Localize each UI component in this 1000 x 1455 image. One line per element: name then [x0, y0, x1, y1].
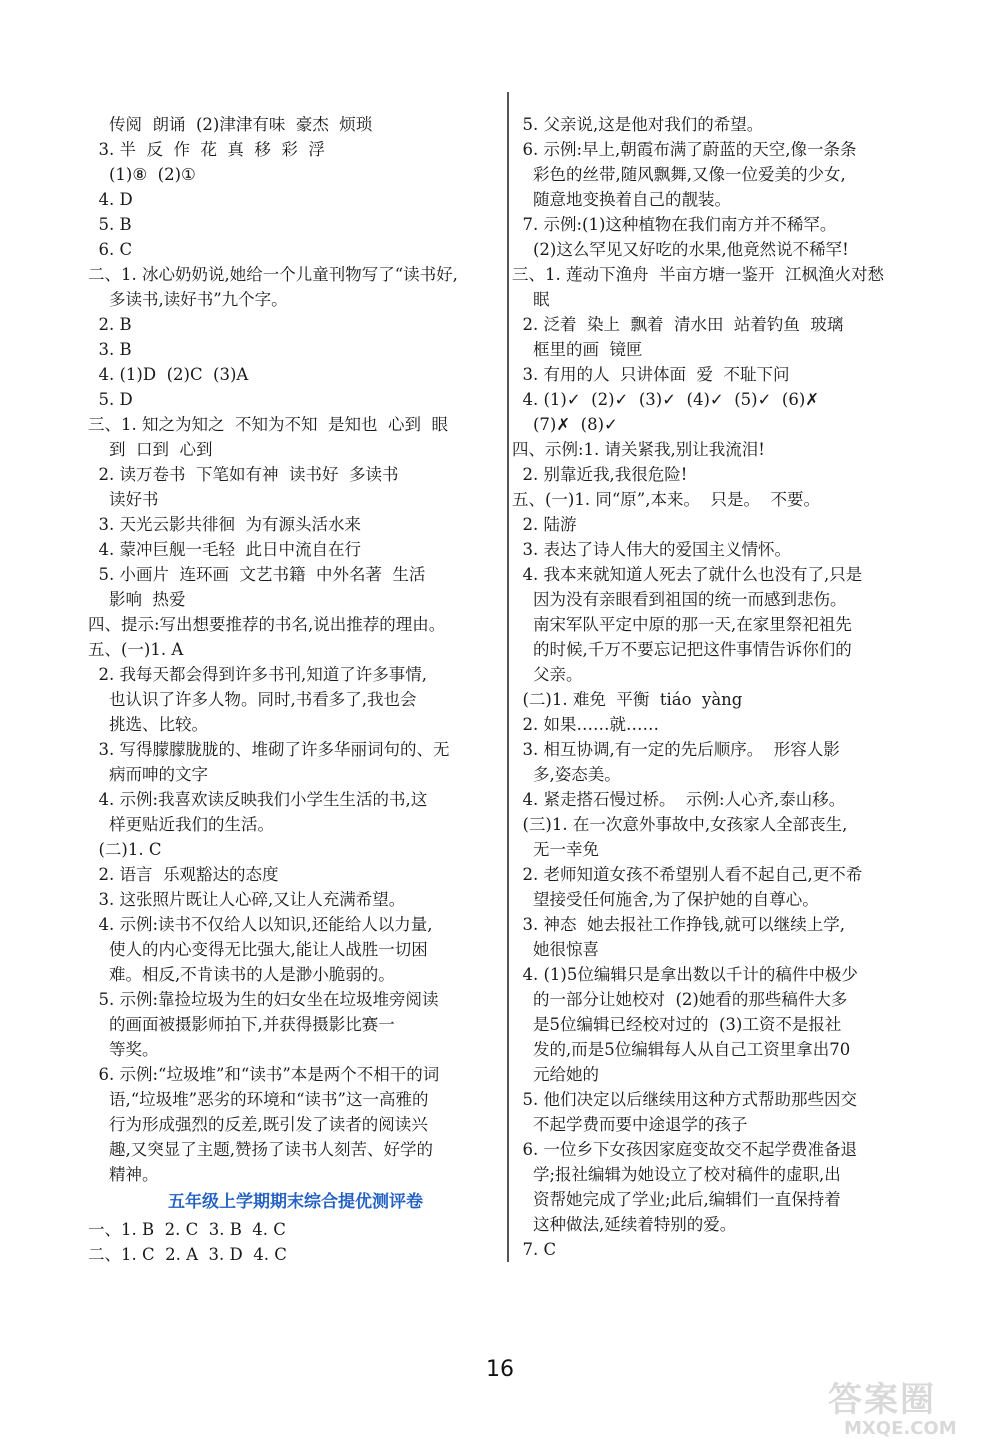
answer-line: 难。相反,不肯读书的人是渺小脆弱的。 [88, 965, 395, 984]
answer-line: 5. 小画片 连环画 文艺书籍 中外名著 生活 [88, 565, 426, 584]
watermark-url: MXQE.COM [844, 1418, 957, 1439]
answer-line: 不起学费而要中途退学的孩子 [512, 1115, 748, 1134]
answer-line: 6. 示例:早上,朝霞布满了蔚蓝的天空,像一条条 [512, 140, 857, 159]
answer-line: 7. C [512, 1240, 557, 1259]
answer-line: 样更贴近我们的生活。 [88, 815, 274, 834]
answer-line: 框里的画 镜匣 [512, 340, 643, 359]
answer-line: 4. 示例:读书不仅给人以知识,还能给人以力量, [88, 915, 433, 934]
answer-line: 3. 半 反 作 花 真 移 彩 浮 [88, 140, 325, 159]
answer-line: 4. (1)D (2)C (3)A [88, 365, 249, 384]
answer-line: 4. (1)5位编辑只是拿出数以千计的稿件中极少 [512, 965, 858, 984]
answer-line: 4. D [88, 190, 133, 209]
answer-line: 三、1. 知之为知之 不知为不知 是知也 心到 眼 [88, 415, 448, 434]
answer-line: 的一部分让她校对 (2)她看的那些稿件大多 [512, 990, 848, 1009]
answer-line: 3. 这张照片既让人心碎,又让人充满希望。 [88, 890, 406, 909]
answer-line: 是5位编辑已经校对过的 (3)工资不是报社 [512, 1015, 842, 1034]
answer-line: 精神。 [88, 1165, 159, 1184]
answer-line: 6. C [88, 240, 133, 259]
answer-line: 望接受任何施舍,为了保护她的自尊心。 [512, 890, 819, 909]
answer-line: 3. 表达了诗人伟大的爱国主义情怀。 [512, 540, 791, 559]
answer-line: 这种做法,延续着特别的爱。 [512, 1215, 737, 1234]
answer-line: 使人的内心变得无比强大,能让人战胜一切困 [88, 940, 428, 959]
answer-line: 行为形成强烈的反差,既引发了读者的阅读兴 [88, 1115, 428, 1134]
left-column [88, 112, 503, 1267]
answer-line: 三、1. 莲动下渔舟 半亩方塘一鉴开 江枫渔火对愁 [512, 265, 884, 284]
answer-line: 无一幸免 [512, 840, 599, 859]
answer-line: 因为没有亲眼看到祖国的统一而感到悲伤。 [512, 590, 847, 609]
answer-line: 彩色的丝带,随风飘舞,又像一位爱美的少女, [512, 165, 846, 184]
answer-line: 传阅 朗诵 (2)津津有味 豪杰 烦琐 [88, 115, 373, 134]
answer-line: 二、1. 冰心奶奶说,她给一个儿童刊物写了“读书好, [88, 265, 458, 284]
answer-line: 发的,而是5位编辑每人从自己工资里拿出70 [512, 1040, 851, 1059]
answer-line: 4. 我本来就知道人死去了就什么也没有了,只是 [512, 565, 863, 584]
answer-line: 南宋军队平定中原的那一天,在家里祭祀祖先 [512, 615, 852, 634]
answer-line: 2. 泛着 染上 飘着 清水田 站着钓鱼 玻璃 [512, 315, 844, 334]
answer-line: (二)1. 难免 平衡 tiáo yàng [512, 690, 743, 709]
answer-line: 5. D [88, 390, 133, 409]
answer-line: 二、1. C 2. A 3. D 4. C [88, 1245, 287, 1264]
answer-line: 病而呻的文字 [88, 765, 208, 784]
answer-line: 4. 蒙冲巨舰一毛轻 此日中流自在行 [88, 540, 361, 559]
answer-line: 影响 热爱 [88, 590, 186, 609]
page-number: 16 [486, 1357, 514, 1382]
answer-line: 元给她的 [512, 1065, 599, 1084]
answer-line: 4. 示例:我喜欢读反映我们小学生生活的书,这 [88, 790, 428, 809]
answer-line: 3. 相互协调,有一定的先后顺序。 形容人影 [512, 740, 840, 759]
answer-line: 2. 老师知道女孩不希望别人看不起自己,更不希 [512, 865, 863, 884]
answer-line: 3. 神态 她去报社工作挣钱,就可以继续上学, [512, 915, 845, 934]
right-column [512, 112, 924, 1262]
answer-line: 3. 天光云影共徘徊 为有源头活水来 [88, 515, 361, 534]
answer-line: 7. 示例:(1)这种植物在我们南方并不稀罕。 [512, 215, 837, 234]
answer-line: 挑选、比较。 [88, 715, 208, 734]
answer-line: 3. B [88, 340, 132, 359]
answer-line: 趣,又突显了主题,赞扬了读书人刻苦、好学的 [88, 1140, 433, 1159]
answer-line: (三)1. 在一次意外事故中,女孩家人全部丧生, [512, 815, 848, 834]
answer-line: 2. 如果……就…… [512, 715, 659, 734]
answer-line: 5. B [88, 215, 132, 234]
answer-line: 五、(一)1. A [88, 640, 184, 659]
right-answer-lines [512, 112, 924, 1262]
answer-line: 多,姿态美。 [512, 765, 621, 784]
left-answer-lines-after-heading [88, 1217, 503, 1267]
answer-line: 资帮她完成了学业;此后,编辑们一直保持着 [512, 1190, 841, 1209]
answer-line: 一、1. B 2. C 3. B 4. C [88, 1220, 286, 1239]
answer-line: 4. 紧走搭石慢过桥。 示例:人心齐,泰山移。 [512, 790, 846, 809]
column-divider [507, 92, 509, 1262]
watermark-text: 答案圈 [828, 1380, 936, 1420]
answer-line: 学;报社编辑为她设立了校对稿件的虚职,出 [512, 1165, 841, 1184]
answer-line: 2. 语言 乐观豁达的态度 [88, 865, 279, 884]
answer-line: 随意地变换着自己的靓装。 [512, 190, 731, 209]
answer-line: 2. 陆游 [512, 515, 577, 534]
answer-line: 她很惊喜 [512, 940, 599, 959]
answer-line: 2. 我每天都会得到许多书刊,知道了许多事情, [88, 665, 427, 684]
watermark-logo [820, 1372, 980, 1447]
answer-line: 父亲。 [512, 665, 583, 684]
answer-line: 5. 他们决定以后继续用这种方式帮助那些因交 [512, 1090, 857, 1109]
answer-line: 6. 示例:“垃圾堆”和“读书”本是两个不相干的词 [88, 1065, 440, 1084]
answer-line: (7)✗ (8)✓ [512, 415, 618, 434]
answer-line: (2)这么罕见又好吃的水果,他竟然说不稀罕! [512, 240, 849, 259]
answer-line: 5. 父亲说,这是他对我们的希望。 [512, 115, 764, 134]
answer-line: 2. 读万卷书 下笔如有神 读书好 多读书 [88, 465, 399, 484]
answer-line: (二)1. C [88, 840, 162, 859]
answer-line: 读好书 [88, 490, 159, 509]
answer-line: 五、(一)1. 同“原”,本来。 只是。 不要。 [512, 490, 820, 509]
answer-line: 2. 别靠近我,我很危险! [512, 465, 688, 484]
answer-line: 到 口到 心到 [88, 440, 213, 459]
answer-line: 2. B [88, 315, 132, 334]
answer-line: 3. 有用的人 只讲体面 爱 不耻下问 [512, 365, 790, 384]
left-answer-lines [88, 112, 503, 1187]
answer-line: 眠 [512, 290, 550, 309]
section-heading: 五年级上学期期末综合提优测评卷 [168, 1192, 423, 1212]
answer-line: 4. (1)✓ (2)✓ (3)✓ (4)✓ (5)✓ (6)✗ [512, 390, 820, 409]
answer-line: 等奖。 [88, 1040, 159, 1059]
answer-line: 语,“垃圾堆”恶劣的环境和“读书”这一高雅的 [88, 1090, 429, 1109]
answer-line: 四、示例:1. 请关紧我,别让我流泪! [512, 440, 765, 459]
answer-line: 四、提示:写出想要推荐的书名,说出推荐的理由。 [88, 615, 446, 634]
answer-line: 的时候,千万不要忘记把这件事情告诉你们的 [512, 640, 852, 659]
answer-line: (1)⑧ (2)① [88, 165, 196, 184]
answer-line: 的画面被摄影师拍下,并获得摄影比赛一 [88, 1015, 395, 1034]
answer-line: 3. 写得朦朦胧胧的、堆砌了许多华丽词句的、无 [88, 740, 450, 759]
answer-line: 5. 示例:靠捡垃圾为生的妇女坐在垃圾堆旁阅读 [88, 990, 439, 1009]
answer-line: 多读书,读好书”九个字。 [88, 290, 288, 309]
answer-line: 也认识了许多人物。同时,书看多了,我也会 [88, 690, 417, 709]
answer-line: 6. 一位乡下女孩因家庭变故交不起学费准备退 [512, 1140, 857, 1159]
